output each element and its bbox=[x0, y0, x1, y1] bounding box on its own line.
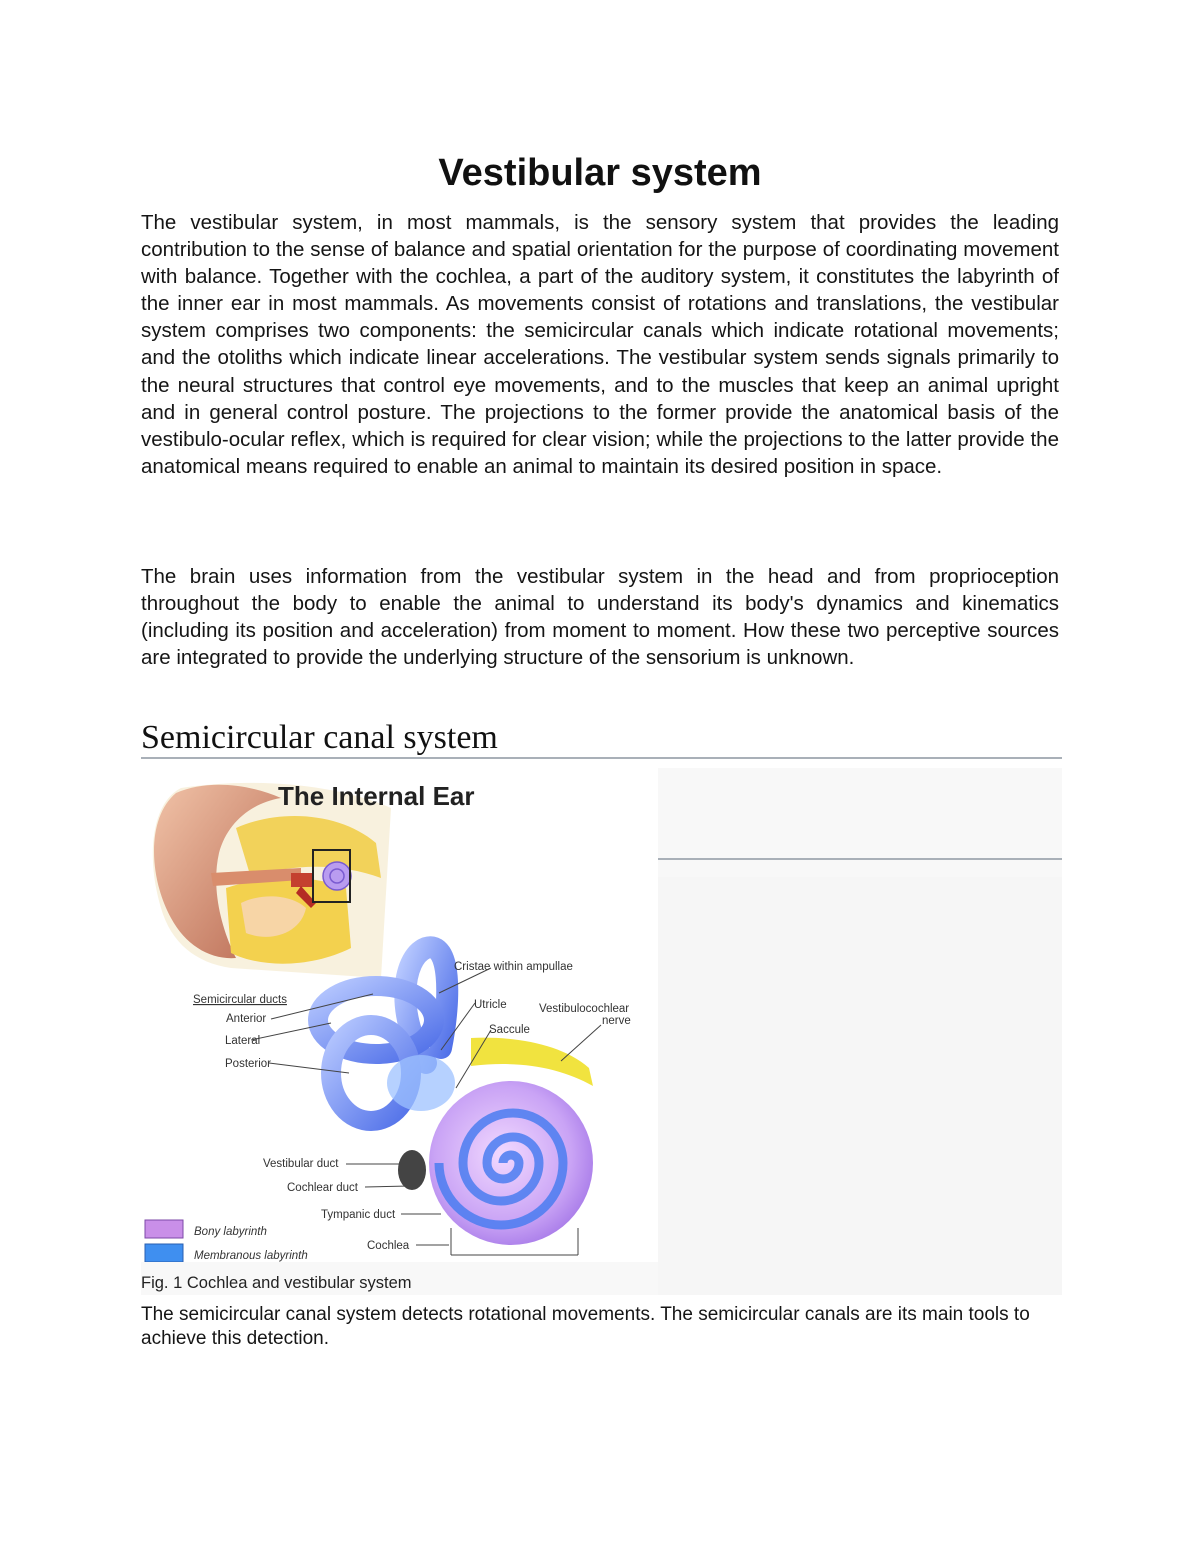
legend-swatch-membranous bbox=[145, 1244, 183, 1262]
label-nerve-line1: Vestibulocochlear bbox=[539, 1003, 630, 1015]
label-semicircular-ducts: Semicircular ducts bbox=[193, 994, 287, 1006]
figure-legend bbox=[145, 1220, 308, 1262]
legend-swatch-bony bbox=[145, 1220, 183, 1238]
legend-label-bony: Bony labyrinth bbox=[194, 1226, 267, 1238]
figure-caption: Fig. 1 Cochlea and vestibular system bbox=[141, 1274, 412, 1292]
utricle-saccule bbox=[387, 1055, 455, 1111]
outer-ear-overview bbox=[153, 783, 391, 978]
page-title: Vestibular system bbox=[438, 152, 762, 194]
legend-label-membranous: Membranous labyrinth bbox=[194, 1250, 308, 1262]
label-posterior: Posterior bbox=[225, 1058, 272, 1070]
label-lateral: Lateral bbox=[225, 1035, 261, 1047]
label-nerve-line2: nerve bbox=[602, 1015, 631, 1027]
figure-side-divider bbox=[658, 858, 1062, 860]
figure-title: The Internal Ear bbox=[278, 781, 475, 811]
canal-paragraph: The semicircular canal system detects rotational movements. The semicircular canals are its main tools to achieve this detection. bbox=[141, 1304, 1030, 1349]
section-heading: Semicircular canal system bbox=[141, 719, 498, 756]
label-tympanic-duct: Tympanic duct bbox=[321, 1209, 396, 1221]
brain-paragraph: The brain uses information from the vestibular system in the head and from proprioception throughout the body to enable the animal to understand its body's dynamics and kinematics (including its position and acceleration) from moment to moment. How these two perceptive sources are integrated to provide the underlying structure of the sensorium is unknown. bbox=[141, 565, 1059, 670]
label-vestibular-duct: Vestibular duct bbox=[263, 1158, 339, 1170]
label-anterior: Anterior bbox=[226, 1013, 267, 1025]
intro-paragraph: The vestibular system, in most mammals, is the sensory system that provides the leading contribution to the sense of balance and spatial orientation for the purpose of coordinating movement with balance. Together with the cochlea, a part of the auditory system, it constitutes the labyrinth of the inner ear in most mammals. As movements consist of rotations and translations, the vestibular system comprises two components: the semicircular canals which indicate rotational movements; and the otoliths which indicate linear accelerations. The vestibular system sends signals primarily to the neural structures that control eye movements, and to the muscles that keep an animal upright and in general control posture. The projections to the former provide the anatomical basis of the vestibulo-ocular reflex, which is required for clear vision; while the projections to the latter provide the anatomical means required to enable an animal to maintain its desired position in space. bbox=[141, 211, 1059, 478]
label-cristae: Cristae within ampullae bbox=[454, 961, 573, 973]
label-utricle: Utricle bbox=[474, 999, 507, 1011]
section-divider bbox=[141, 757, 1062, 759]
label-saccule: Saccule bbox=[489, 1024, 530, 1036]
internal-ear-illustration bbox=[141, 768, 658, 1262]
vestibulocochlear-nerve bbox=[471, 1038, 593, 1086]
figure-side-panel bbox=[658, 877, 1062, 1295]
label-cochlear-duct: Cochlear duct bbox=[287, 1182, 358, 1194]
label-cochlea: Cochlea bbox=[367, 1240, 410, 1252]
